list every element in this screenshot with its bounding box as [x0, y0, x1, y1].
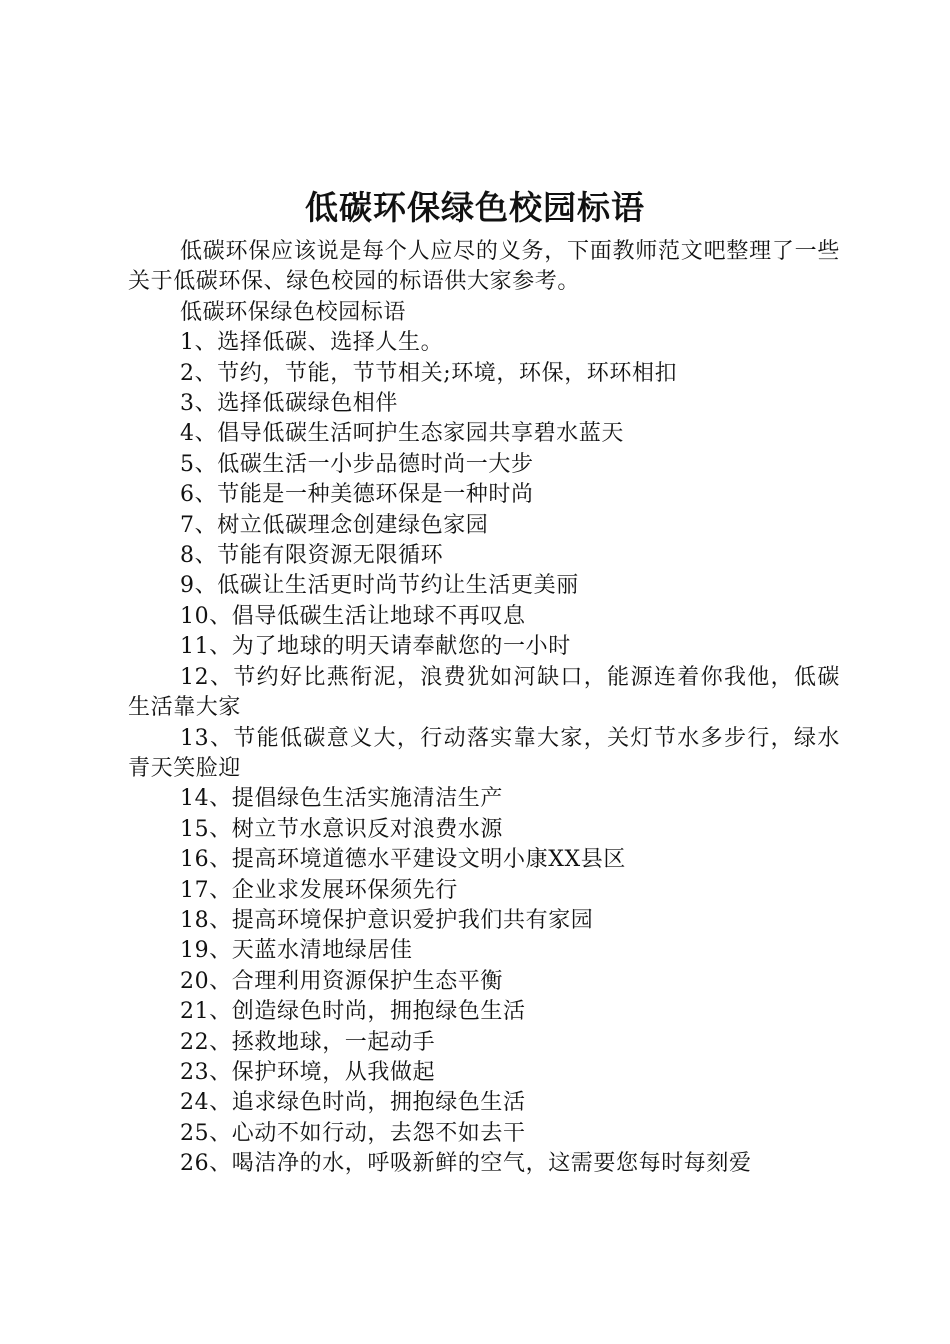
- document-title: 低碳环保绿色校园标语: [305, 188, 645, 227]
- slogan-item: 11、为了地球的明天请奉献您的一小时: [180, 634, 571, 660]
- slogan-item: 9、低碳让生活更时尚节约让生活更美丽: [180, 573, 579, 599]
- slogan-item: 1、选择低碳、选择人生。: [180, 330, 444, 356]
- slogan-item: 7、树立低碳理念创建绿色家园: [180, 512, 489, 538]
- slogan-item: 4、倡导低碳生活呵护生态家园共享碧水蓝天: [180, 421, 624, 447]
- slogan-item: 16、提高环境道德水平建设文明小康XX县区: [180, 847, 626, 873]
- slogan-item: 2、节约，节能，节节相关;环境，环保，环环相扣: [180, 360, 678, 386]
- slogan-item: 6、节能是一种美德环保是一种时尚: [180, 482, 534, 508]
- slogan-item: 25、心动不如行动，去怨不如去干: [180, 1120, 526, 1146]
- slogan-item: 18、提高环境保护意识爱护我们共有家园: [180, 907, 594, 933]
- slogan-item: 23、保护环境，从我做起: [180, 1059, 436, 1085]
- slogan-item: 15、树立节水意识反对浪费水源: [180, 816, 503, 842]
- slogan-item: 26、喝洁净的水，呼吸新鲜的空气，这需要您每时每刻爱: [180, 1151, 752, 1177]
- subheading: 低碳环保绿色校园标语: [180, 299, 407, 325]
- slogan-item: 5、低碳生活一小步品德时尚一大步: [180, 451, 534, 477]
- slogan-item: 8、节能有限资源无限循环: [180, 543, 444, 569]
- slogan-item: 19、天蓝水清地绿居佳: [180, 938, 413, 964]
- slogan-item: 10、倡导低碳生活让地球不再叹息: [180, 603, 526, 629]
- slogan-item: 21、创造绿色时尚，拥抱绿色生活: [180, 999, 526, 1025]
- slogan-item: 14、提倡绿色生活实施清洁生产: [180, 786, 503, 812]
- slogan-item: 22、拯救地球，一起动手: [180, 1029, 436, 1055]
- intro-paragraph: 低碳环保应该说是每个人应尽的义务，下面教师范文吧整理了一些关于低碳环保、绿色校园的标语供大家参考。: [128, 239, 840, 295]
- slogan-item: 24、追求绿色时尚，拥抱绿色生活: [180, 1090, 526, 1116]
- slogan-item: 12、节约好比燕衔泥，浪费犹如河缺口，能源连着你我他，低碳生活靠大家: [128, 664, 840, 721]
- slogan-item: 3、选择低碳绿色相伴: [180, 391, 398, 417]
- slogan-item: 13、节能低碳意义大，行动落实靠大家，关灯节水多步行，绿水青天笑脸迎: [128, 725, 840, 781]
- slogan-item: 20、合理利用资源保护生态平衡: [180, 968, 503, 994]
- slogan-item: 17、企业求发展环保须先行: [180, 877, 458, 903]
- document-body: [128, 237, 840, 1180]
